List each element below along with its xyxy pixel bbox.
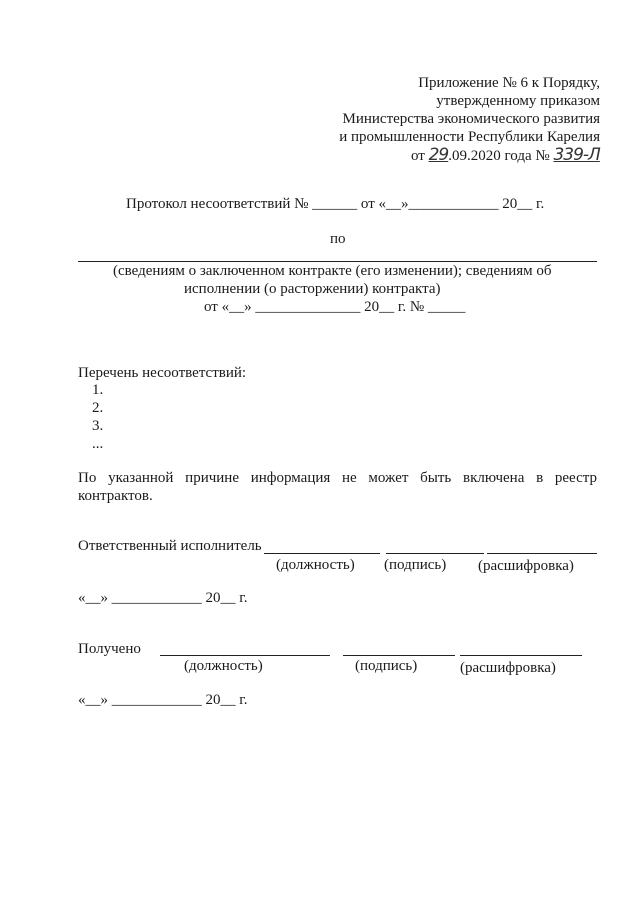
received-position-caption: (должность) (184, 658, 263, 674)
subject-description-line2: исполнении (о расторжении) контракта) (184, 281, 441, 297)
discrepancy-item-more: ... (92, 436, 104, 452)
subject-date-line: от «__» ______________ 20__ г. № _____ (204, 299, 466, 315)
responsible-signature-line (386, 553, 484, 554)
reason-line2: контрактов. (78, 488, 153, 504)
handwritten-day: 29 (428, 145, 449, 165)
received-signature-line (343, 655, 455, 656)
discrepancy-list-heading: Перечень несоответствий: (78, 365, 247, 381)
responsible-position-line (264, 553, 380, 554)
subject-description-line1: (сведениям о заключенном контракте (его изменении); сведениям об (113, 263, 552, 279)
received-label: Получено (78, 641, 141, 657)
header-ministry-line: Министерства экономического развития (342, 111, 600, 127)
header-order-middle: .09.2020 года № (448, 148, 550, 164)
protocol-title: Протокол несоответствий № ______ от «__»____________ 20__ г. (126, 196, 545, 212)
received-date: «__» ____________ 20__ г. (78, 692, 248, 708)
responsible-decoding-line (487, 553, 597, 554)
handwritten-order-number: 339-Л (553, 145, 600, 165)
reason-line1: По указанной причине информация не может быть включена в реестр (78, 470, 597, 486)
received-decoding-caption: (расшифровка) (460, 660, 556, 676)
responsible-position-caption: (должность) (276, 557, 355, 573)
discrepancy-item-3: 3. (92, 418, 104, 434)
responsible-decoding-caption: (расшифровка) (478, 558, 574, 574)
header-appendix-line: Приложение № 6 к Порядку, (418, 75, 600, 91)
header-order-prefix: от (411, 148, 425, 164)
received-signature-caption: (подпись) (355, 658, 418, 674)
discrepancy-item-1: 1. (92, 382, 104, 398)
header-order-line (411, 146, 600, 165)
received-decoding-line (460, 655, 582, 656)
responsible-date: «__» ____________ 20__ г. (78, 590, 248, 606)
responsible-executor-label: Ответственный исполнитель (78, 538, 262, 554)
discrepancy-item-2: 2. (92, 400, 104, 416)
header-republic-line: и промышленности Республики Карелия (339, 129, 600, 145)
received-position-line (160, 655, 330, 656)
responsible-signature-caption: (подпись) (384, 557, 447, 573)
po-label: по (330, 231, 346, 247)
header-approved-line: утвержденному приказом (436, 93, 600, 109)
